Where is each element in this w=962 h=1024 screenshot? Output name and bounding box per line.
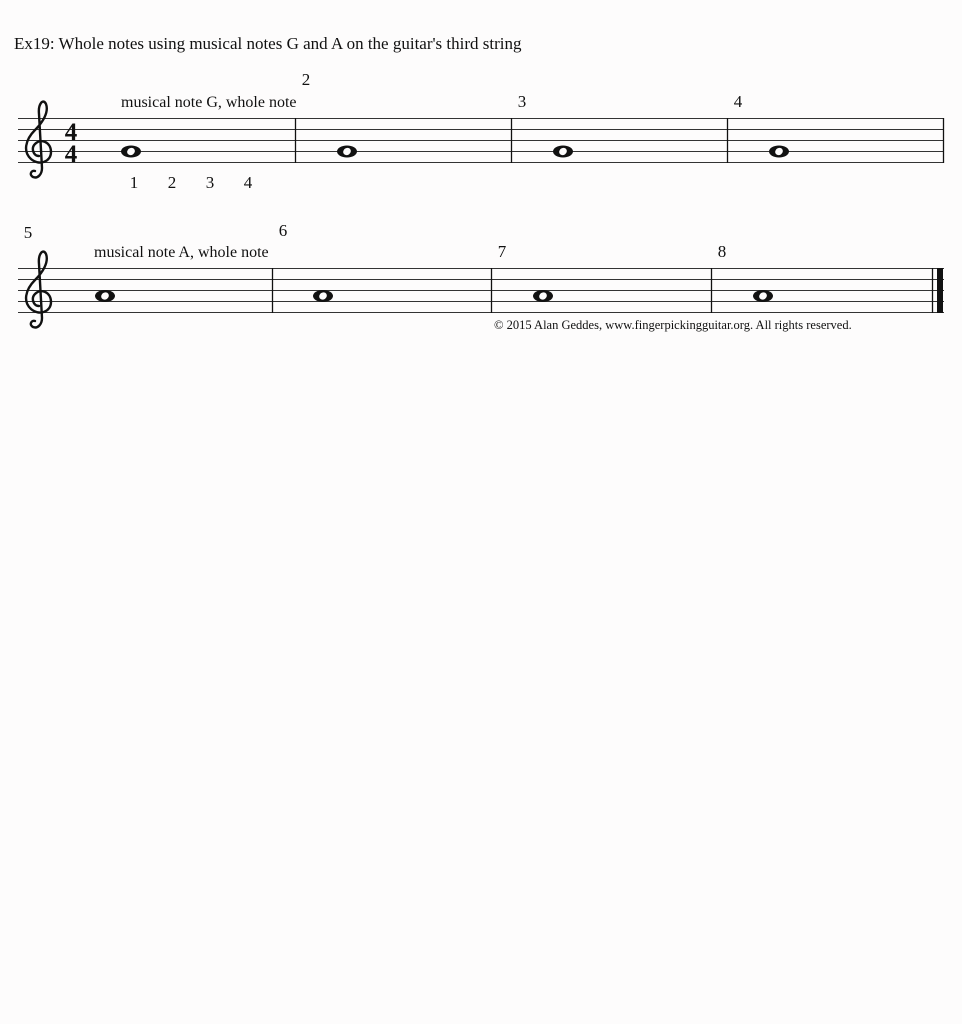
beat-count: 1 xyxy=(129,173,139,192)
staff-system-1 xyxy=(18,70,944,192)
time-signature-top: 4 xyxy=(64,119,78,146)
measure-number: 3 xyxy=(517,92,527,111)
measure-number: 8 xyxy=(717,242,727,261)
whole-note xyxy=(533,290,553,302)
staff-lines xyxy=(18,269,944,313)
whole-note xyxy=(553,146,573,158)
time-signature-bottom: 4 xyxy=(64,141,78,168)
staff-system-2 xyxy=(18,221,944,327)
staff-lines xyxy=(18,119,944,163)
beat-count: 3 xyxy=(205,173,215,192)
note-annotation: musical note A, whole note xyxy=(94,244,269,261)
measure-number: 7 xyxy=(497,242,507,261)
note-annotation: musical note G, whole note xyxy=(121,94,297,111)
music-score xyxy=(0,0,962,360)
treble-clef-icon xyxy=(26,252,51,328)
measure-number: 2 xyxy=(301,70,311,89)
whole-note xyxy=(95,290,115,302)
beat-count: 4 xyxy=(243,173,253,192)
page-title: Ex19: Whole notes using musical notes G and A on the guitar's third string xyxy=(14,34,522,53)
measure-number: 6 xyxy=(278,221,288,240)
copyright-notice: © 2015 Alan Geddes, www.fingerpickingguitar.org. All rights reserved. xyxy=(494,318,852,332)
whole-note xyxy=(769,146,789,158)
whole-note xyxy=(753,290,773,302)
measure-number: 5 xyxy=(23,223,33,242)
final-barline xyxy=(937,268,943,313)
whole-note xyxy=(313,290,333,302)
whole-note xyxy=(121,146,141,158)
beat-count: 2 xyxy=(167,173,177,192)
treble-clef-icon xyxy=(26,102,51,178)
whole-note xyxy=(337,146,357,158)
measure-number: 4 xyxy=(733,92,743,111)
